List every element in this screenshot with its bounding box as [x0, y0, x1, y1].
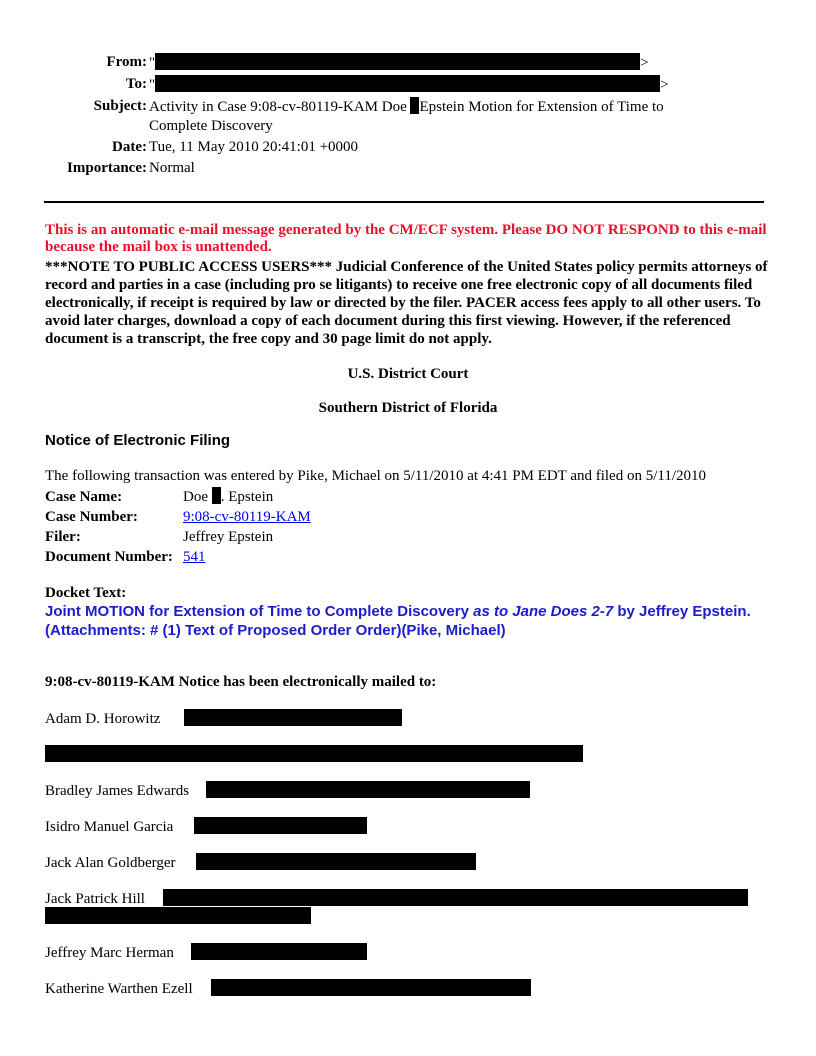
attorney-name: Jack Patrick Hill — [45, 891, 145, 907]
case-name-row — [45, 487, 311, 507]
redaction-bar — [211, 979, 531, 996]
redaction-bar — [191, 943, 367, 960]
redaction-bar — [163, 889, 748, 906]
attorney-name: Jack Alan Goldberger — [45, 855, 176, 871]
attorney-name: Isidro Manuel Garcia — [45, 819, 174, 835]
document-number-link[interactable]: 541 — [183, 549, 206, 565]
document-number-row — [45, 547, 311, 567]
redaction-bar — [194, 817, 367, 834]
header-divider — [44, 201, 764, 203]
from-value: " > — [149, 55, 649, 71]
importance-label: Importance: — [67, 160, 147, 176]
subject-row — [40, 97, 780, 136]
case-info-table — [45, 487, 311, 567]
case-number-label: Case Number: — [45, 509, 138, 525]
attorney-row — [45, 781, 530, 800]
date-row — [40, 138, 780, 157]
case-name-label: Case Name: — [45, 489, 123, 505]
docket-text-italic: as to Jane Does 2-7 — [473, 603, 614, 620]
attorney-row — [45, 853, 476, 872]
attorney-name: Katherine Warthen Ezell — [45, 981, 193, 997]
auto-message-warning: This is an automatic e-mail message generated by the CM/ECF system. Please DO NOT RESPOND to this e-mail because the mail box is unattended. — [45, 222, 767, 255]
docket-text: Joint MOTION for Extension of Time to Complete Discovery as to Jane Does 2-7 by Jeffrey Epstein. (Attachments: # (1) Text of Proposed Order Order)(Pike, Michael) — [45, 603, 751, 639]
attorney-row — [45, 979, 531, 998]
mailed-heading: 9:08-cv-80119-KAM Notice has been electronically mailed to: — [45, 674, 437, 690]
email-header — [40, 53, 780, 180]
date-value: Tue, 11 May 2010 20:41:01 +0000 — [149, 139, 359, 155]
redaction-bar — [206, 781, 530, 798]
attorney-row — [45, 889, 748, 908]
nef-title: Notice of Electronic Filing — [45, 432, 231, 449]
date-label: Date: — [112, 139, 147, 155]
subject-value: Activity in Case 9:08-cv-80119-KAM Doe Epstein Motion for Extension of Time to Complete Discovery — [149, 99, 664, 134]
to-value: " > — [149, 77, 669, 93]
district-name: Southern District of Florida — [318, 400, 498, 416]
court-name: U.S. District Court — [347, 366, 469, 382]
filer-value: Jeffrey Epstein — [183, 529, 274, 545]
subject-label: Subject: — [93, 98, 147, 114]
case-number-link[interactable]: 9:08-cv-80119-KAM — [183, 509, 311, 525]
document-number-label: Document Number: — [45, 549, 173, 565]
docket-text-label: Docket Text: — [45, 585, 127, 601]
importance-value: Normal — [149, 160, 195, 176]
redaction-bar — [155, 75, 660, 92]
redaction-bar — [212, 487, 221, 504]
to-row — [40, 75, 780, 95]
redaction-bar — [184, 709, 402, 726]
attorney-name: Bradley James Edwards — [45, 783, 190, 799]
redaction-bar — [155, 53, 640, 70]
case-number-row — [45, 507, 311, 527]
attorney-row — [45, 709, 402, 728]
transaction-line: The following transaction was entered by Pike, Michael on 5/11/2010 at 4:41 PM EDT and filed on 5/11/2010 — [45, 468, 706, 484]
filer-row — [45, 527, 311, 547]
from-row — [40, 53, 780, 73]
filer-label: Filer: — [45, 529, 81, 545]
public-access-note: ***NOTE TO PUBLIC ACCESS USERS*** Judicial Conference of the United States policy permits attorneys of record and parties in a case (including pro se litigants) to receive one free electronic copy of all documents filed electronically, if receipt is required by law or directed by the filer. PACER access fees apply to all other users. To avoid later charges, download a copy of each document during this first viewing. However, if the referenced document is a transcript, the free copy and 30 page limit do not apply. — [45, 259, 768, 347]
case-name-value: Doe . Epstein — [183, 489, 274, 505]
importance-row — [40, 159, 780, 178]
attorney-row — [45, 943, 367, 962]
to-label: To: — [125, 76, 147, 92]
redaction-bar — [45, 907, 311, 924]
attorney-row — [45, 817, 367, 836]
attorney-name: Jeffrey Marc Herman — [45, 945, 174, 961]
attorney-name: Adam D. Horowitz — [45, 711, 161, 727]
redaction-bar — [45, 745, 583, 762]
from-label: From: — [106, 54, 147, 70]
redaction-bar — [196, 853, 476, 870]
